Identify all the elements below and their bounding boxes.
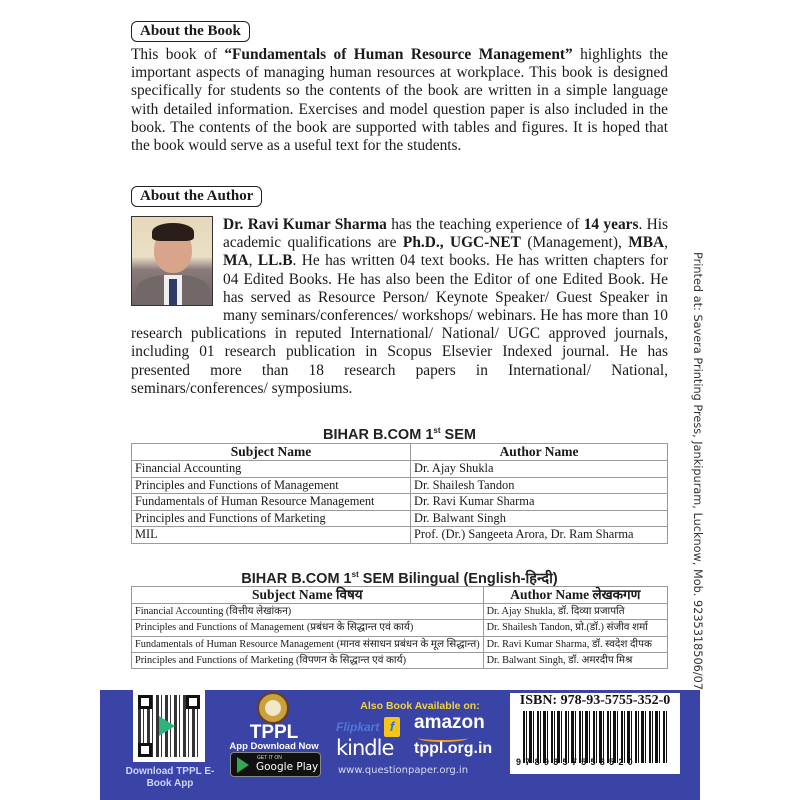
column-header-author: Author Name लेखकगण xyxy=(483,587,667,604)
author-cell: Dr. Ravi Kumar Sharma xyxy=(411,494,668,511)
table1-title xyxy=(131,426,668,443)
table-row xyxy=(132,527,668,544)
author-cell: Dr. Shailesh Tandon, प्रो.(डॉ.) संजीव शर्मा xyxy=(483,620,667,636)
author-text: . He has written 04 text books. He has written chapters for 04 Edited Books. He has also been the Editor of one Edited Book. He has served as Resource Person/ Keynote Speaker/ Guest Speaker in many seminars/conferences/ workshops/ webinars. He has more than 10 research publications in reputed International/ National/ UGC approved journals, including 01 research publication in Scopus Elsevier Indexed journal. He has presented more than 18 research papers in International/ National, seminars/conferences/ symposiums. xyxy=(131,252,668,397)
author-cell: Dr. Balwant Singh xyxy=(411,510,668,527)
gplay-small-label: GET IT ON xyxy=(257,755,282,761)
table-row xyxy=(132,510,668,527)
bilingual-subjects-table xyxy=(131,586,668,669)
title-text: BIHAR B.COM 1 xyxy=(241,571,352,587)
author-years: 14 years xyxy=(583,216,639,233)
column-header-author: Author Name xyxy=(411,444,668,461)
kindle-logo[interactable]: kindle xyxy=(336,736,394,760)
gplay-label: Google Play xyxy=(256,761,319,773)
subject-cell: Principles and Functions of Marketing (विपणन के सिद्धान्त एवं कार्य) xyxy=(132,652,484,668)
author-cell: Dr. Ajay Shukla xyxy=(411,461,668,478)
author-text: , xyxy=(664,234,669,252)
play-store-icon xyxy=(159,716,175,736)
about-book-text xyxy=(131,46,668,155)
author-qualification: Ph.D., UGC-NET xyxy=(402,234,521,252)
title-text: BIHAR B.COM 1 xyxy=(323,426,434,443)
title-sup: st xyxy=(351,570,359,580)
author-cell: Dr. Shailesh Tandon xyxy=(411,477,668,494)
google-play-icon xyxy=(237,757,249,773)
publisher-logo: TPPL xyxy=(249,722,299,743)
title-text: SEM Bilingual (English-हिन्दी) xyxy=(358,571,558,587)
app-download-label: App Download Now xyxy=(229,741,319,752)
author-name: Dr. Ravi Kumar Sharma xyxy=(223,216,387,233)
subject-cell: Principles and Functions of Management (प्रबंधन के सिद्धान्त एवं कार्य) xyxy=(132,620,484,636)
title-sup: st xyxy=(433,426,441,435)
author-text: . His academic qualifications are xyxy=(223,216,669,252)
subject-cell: Fundamentals of Human Resource Management xyxy=(132,494,411,511)
qr-finder xyxy=(186,695,200,709)
table-row xyxy=(132,652,668,668)
column-header-subject: Subject Name xyxy=(132,444,411,461)
also-available-label: Also Book Available on: xyxy=(360,700,480,712)
tppl-site-link[interactable]: tppl.org.in xyxy=(414,740,493,757)
about-book-body: highlights the important aspects of managing human resources at workplace. This book is designed specifically for students so the contents of the book are written in a simple language with detailed information. Exercises and model question paper is also included in the book. The contents of the book are supported with tables and figures. It is hoped that the book would serve as a useful text for the students. xyxy=(131,46,668,155)
table-row xyxy=(132,477,668,494)
table-row xyxy=(132,461,668,478)
about-book-heading: About the Book xyxy=(131,21,250,42)
author-cell: Dr. Balwant Singh, डॉ. अमरदीप मिश्र xyxy=(483,652,667,668)
book-title: “Fundamentals of Human Resource Management” xyxy=(224,46,573,63)
qr-finder xyxy=(138,743,152,757)
google-play-button[interactable] xyxy=(230,752,321,777)
barcode-digits: 9789357553520 xyxy=(516,757,637,767)
subject-cell: Financial Accounting (वित्तीय लेखांकन) xyxy=(132,604,484,620)
amazon-logo[interactable]: amazon xyxy=(414,712,485,733)
author-photo xyxy=(131,216,213,306)
qr-code[interactable] xyxy=(133,690,205,762)
subject-cell: Principles and Functions of Marketing xyxy=(132,510,411,527)
author-qualification: MBA xyxy=(628,234,665,252)
questionpaper-site-link[interactable]: www.questionpaper.org.in xyxy=(338,765,469,776)
table2-title xyxy=(131,568,668,588)
author-cell: Prof. (Dr.) Sangeeta Arora, Dr. Ram Sharma xyxy=(411,527,668,544)
author-text: has the teaching experience of xyxy=(386,216,584,233)
isbn-label: ISBN: 978-93-5755-352-0 xyxy=(519,693,671,708)
table-row xyxy=(132,604,668,620)
title-text: SEM xyxy=(440,426,476,443)
subjects-table xyxy=(131,443,668,544)
subject-cell: Financial Accounting xyxy=(132,461,411,478)
subject-cell: Fundamentals of Human Resource Management (मानव संसाधन प्रबंधन के मूल सिद्धान्त) xyxy=(132,636,484,652)
author-cell: Dr. Ravi Kumar Sharma, डॉ. स्वदेश दीपक xyxy=(483,636,667,652)
author-cell: Dr. Ajay Shukla, डॉ. दिव्या प्रजापति xyxy=(483,604,667,620)
subject-cell: MIL xyxy=(132,527,411,544)
about-author-heading: About the Author xyxy=(131,186,262,207)
flipkart-logo[interactable]: Flipkart xyxy=(336,720,380,734)
isbn-barcode-box xyxy=(510,693,680,774)
about-book-intro: This book of xyxy=(131,46,225,63)
column-header-subject: Subject Name विषय xyxy=(132,587,484,604)
table-row xyxy=(132,636,668,652)
subject-cell: Principles and Functions of Management xyxy=(132,477,411,494)
about-author-text xyxy=(131,216,668,398)
author-text: , xyxy=(248,252,258,270)
barcode xyxy=(523,711,669,763)
table-row xyxy=(132,620,668,636)
flipkart-bag-icon: f xyxy=(384,717,400,737)
table-header-row xyxy=(132,587,668,604)
author-text: (Management), xyxy=(520,234,629,252)
printer-note: Printed at: Savera Printing Press, Jankipuram, Lucknow, Mob. 9235318506/07 xyxy=(691,252,704,691)
tppl-emblem-icon xyxy=(257,692,289,724)
author-qualification: LL.B xyxy=(257,252,293,270)
author-qualification: MA xyxy=(223,252,249,270)
qr-finder xyxy=(138,695,152,709)
table-header-row xyxy=(132,444,668,461)
qr-caption: Download TPPL E-Book App xyxy=(125,766,215,789)
table-row xyxy=(132,494,668,511)
